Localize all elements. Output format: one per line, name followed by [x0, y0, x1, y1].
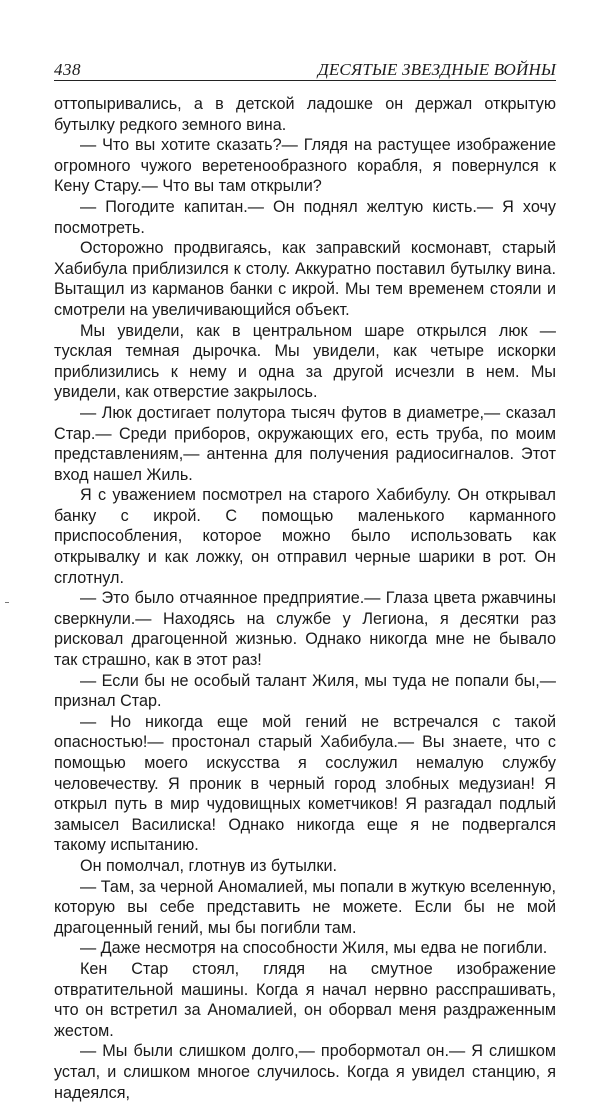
- paragraph: — Даже несмотря на способности Жиля, мы едва не погибли.: [80, 939, 548, 958]
- running-title: ДЕСЯТЫЕ ЗВЕЗДНЫЕ ВОЙНЫ: [317, 60, 556, 79]
- page-number: 438: [54, 60, 81, 79]
- paragraph: Он помолчал, глотнув из бутылки.: [80, 856, 337, 875]
- paragraph: оттопыривались, а в детской ладошке он держал открытую бутылку редкого земного вина.: [54, 95, 556, 134]
- paragraph: Мы увидели, как в центральном шаре открылся люк — тусклая темная дырочка. Мы увидели, как четыре искорки приблизились к нему и одна за другой исчезли в нем. Мы увидели, как отверстие закрылось.: [54, 321, 556, 402]
- paragraph: — Там, за черной Аномалией, мы попали в жуткую вселенную, которую вы себе представить не можете. Если бы не мой драгоценный гений, мы бы погибли там.: [54, 877, 556, 937]
- paragraph: — Погодите капитан.— Он поднял желтую кисть.— Я хочу посмотреть.: [54, 197, 556, 237]
- paragraph: — Если бы не особый талант Жиля, мы туда не попали бы,— признал Стар.: [54, 671, 556, 711]
- paragraph: — Это было отчаянное предприятие.— Глаза цвета ржавчины сверкнули.— Находясь на службе у Легиона, я десятки раз рисковал драгоценной жизнью. Однако никогда мне не бывало так страшно, как в этот раз!: [54, 589, 556, 670]
- paragraph: — Люк достигает полутора тысяч футов в диаметре,— сказал Стар.— Среди приборов, окружающих его, есть труба, по моим представлениям,— антенна для получения радиосигналов. Этот вход нашел Жиль.: [54, 403, 556, 484]
- paragraph: Осторожно продвигаясь, как заправский космонавт, старый Хабибула приблизился к столу. Аккуратно поставил бутылку вина. Вытащил из карманов банки с икрой. Мы тем временем стояли и смотрели на увеличивающийся объект.: [54, 239, 556, 319]
- paragraph: Кен Стар стоял, глядя на смутное изображение отвратительной машины. Когда я начал нервно расспрашивать, что он встретил за Аномалией, он оборвал меня раздраженным жестом.: [54, 959, 556, 1040]
- margin-mark: [5, 602, 9, 603]
- paragraph: — Что вы хотите сказать?— Глядя на растущее изображение огромного чужого веретенообразного корабля, я повернулся к Кену Стару.— Что вы там открыли?: [54, 136, 556, 196]
- paragraph: — Мы были слишком долго,— пробормотал он.— Я слишком устал, и слишком многое случилось. Когда я увидел станцию, я надеялся,: [54, 1042, 556, 1102]
- paragraph: Я с уважением посмотрел на старого Хабибулу. Он открывал банку с икрой. С помощью маленького карманного приспособления, которое можно было использовать как открывалку и как ложку, он отправил черные шарики в рот. Он сглотнул.: [54, 486, 556, 587]
- page-header: [54, 58, 556, 81]
- paragraph: — Но никогда еще мой гений не встречался с такой опасностью!— простонал старый Хабибула.— Вы знаете, что с помощью моего искусства я сослужил немалую службу человечеству. Я проник в черный город злобных медузиан! Я открыл путь в мир чудовищных кометчиков! Я разгадал подлый замысел Василиска! Однако никогда еще я не подвергался такому испытанию.: [54, 712, 556, 855]
- page-body-text: [54, 94, 556, 1103]
